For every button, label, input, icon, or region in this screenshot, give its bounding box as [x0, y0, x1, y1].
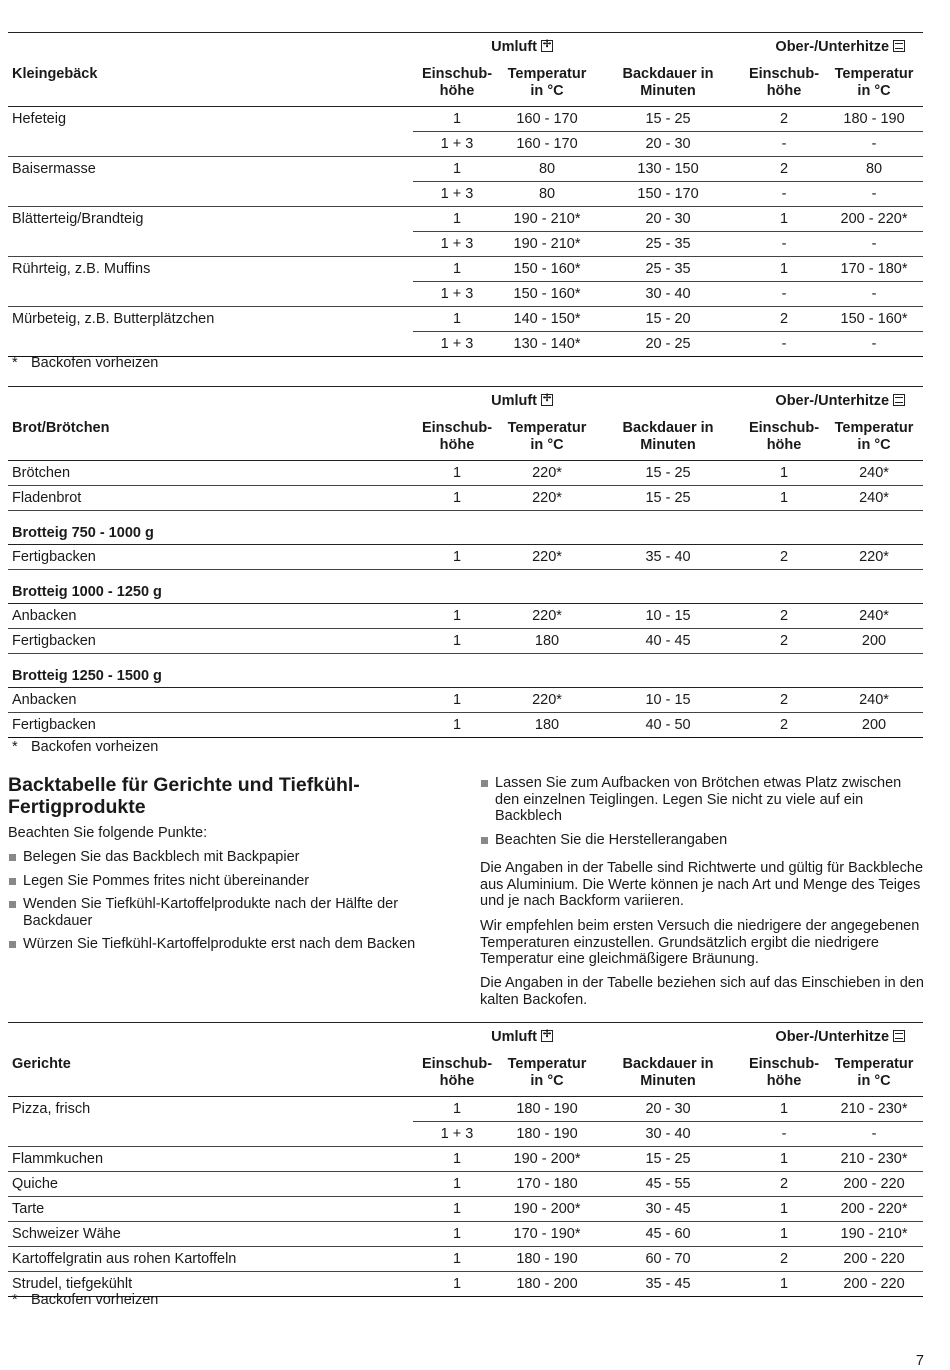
einschub-value: 2: [743, 604, 825, 629]
item-name: Tarte: [8, 1197, 413, 1222]
temperatur-value: 160 - 170: [501, 132, 593, 157]
temperatur-value: 200 - 220: [825, 1272, 923, 1297]
temperatur-value: 200 - 220*: [825, 1197, 923, 1222]
einschub-value: 1: [743, 1147, 825, 1172]
footnote: * Backofen vorheizen: [12, 739, 159, 755]
temperatur-value: 240*: [825, 461, 923, 486]
item-name: Brötchen: [8, 461, 413, 486]
einschub-value: 1: [413, 207, 501, 232]
backdauer-value: 45 - 60: [593, 1222, 743, 1247]
backdauer-value: 20 - 25: [593, 332, 743, 357]
einschub-value: -: [743, 1122, 825, 1147]
temperatur-header: Temperatur in °C: [834, 1056, 914, 1089]
temperatur-value: 240*: [825, 604, 923, 629]
einschub-value: 1: [413, 545, 501, 570]
backdauer-value: 130 - 150: [593, 157, 743, 182]
table-row: [8, 307, 923, 332]
einschub-value: -: [743, 232, 825, 257]
einschub-value: -: [743, 182, 825, 207]
einschub-value: 2: [743, 629, 825, 654]
temperatur-value: 130 - 140*: [501, 332, 593, 357]
temperatur-value: 170 - 180: [501, 1172, 593, 1197]
table-row: [8, 629, 923, 654]
temperatur-value: 210 - 230*: [825, 1097, 923, 1122]
einschub-value: 1: [743, 207, 825, 232]
temperatur-value: 220*: [501, 604, 593, 629]
temperatur-value: 180 - 190: [501, 1247, 593, 1272]
temperatur-value: 190 - 210*: [501, 207, 593, 232]
einschub-value: 2: [743, 107, 825, 132]
einschub-value: 1 + 3: [413, 282, 501, 307]
ober-unterhitze-group-header: Ober-/Unterhitze: [743, 387, 923, 413]
table-row: [8, 182, 923, 207]
item-name: Fladenbrot: [8, 486, 413, 511]
temperatur-value: 160 - 170: [501, 107, 593, 132]
einschub-value: 1: [413, 1247, 501, 1272]
kleingebaeck-table: [8, 32, 923, 357]
bullet-list-right: [480, 775, 925, 855]
temperatur-value: 200: [825, 713, 923, 738]
temperatur-value: 80: [825, 157, 923, 182]
temperatur-value: 150 - 160*: [501, 257, 593, 282]
table-row: [8, 713, 923, 738]
bullet-item: Belegen Sie das Backblech mit Backpapier: [8, 849, 453, 866]
page-number: 7: [915, 1353, 924, 1369]
item-name: Quiche: [8, 1172, 413, 1197]
item-name: Anbacken: [8, 688, 413, 713]
einschub-value: 1: [413, 307, 501, 332]
einschub-value: -: [743, 332, 825, 357]
backdauer-value: 25 - 35: [593, 232, 743, 257]
einschub-value: 1: [743, 486, 825, 511]
einschub-header: Einschub- höhe: [421, 420, 493, 453]
item-name: Fertigbacken: [8, 545, 413, 570]
table-row: [8, 332, 923, 357]
item-name: Fertigbacken: [8, 713, 413, 738]
item-name: Mürbeteig, z.B. Butterplätzchen: [12, 311, 215, 328]
subsection-header-row: [8, 654, 923, 688]
item-name: [8, 232, 413, 257]
table-row: [8, 157, 923, 182]
top-bottom-heat-icon: [893, 394, 905, 406]
einschub-value: 1: [413, 1147, 501, 1172]
einschub-value: 1: [413, 257, 501, 282]
bullet-item: Würzen Sie Tiefkühl-Kartoffelprodukte erst nach dem Backen: [8, 936, 453, 953]
temperatur-header: Temperatur in °C: [834, 420, 914, 453]
einschub-value: -: [743, 282, 825, 307]
backdauer-value: 15 - 25: [593, 107, 743, 132]
temperatur-value: 210 - 230*: [825, 1147, 923, 1172]
einschub-value: 1: [413, 1097, 501, 1122]
table-row: [8, 461, 923, 486]
einschub-value: 2: [743, 1172, 825, 1197]
item-name: [8, 182, 413, 207]
einschub-value: 1 + 3: [413, 232, 501, 257]
einschub-value: 2: [743, 307, 825, 332]
footnote: * Backofen vorheizen: [12, 1292, 159, 1308]
temperatur-header: Temperatur in °C: [834, 66, 914, 99]
backdauer-header: Backdauer in Minuten: [622, 1056, 714, 1089]
top-bottom-heat-icon: [893, 40, 905, 52]
einschub-header: Einschub- höhe: [421, 66, 493, 99]
item-name: Baisermasse: [12, 161, 96, 178]
temperatur-value: 180: [501, 713, 593, 738]
temperatur-value: 80: [501, 182, 593, 207]
item-name: [8, 332, 413, 357]
einschub-header: Einschub- höhe: [748, 66, 820, 99]
temperatur-value: 140 - 150*: [501, 307, 593, 332]
fan-icon: [541, 394, 553, 406]
subsection-title: Brotteig 750 - 1000 g: [8, 511, 923, 545]
einschub-value: 1: [413, 157, 501, 182]
subsection-header-row: [8, 570, 923, 604]
einschub-value: 1 + 3: [413, 332, 501, 357]
bullet-item: Lassen Sie zum Aufbacken von Brötchen etwas Platz zwischen den einzelnen Teiglingen. Legen Sie nicht zu viele auf ein Backblech: [480, 775, 925, 825]
temperatur-value: 220*: [501, 486, 593, 511]
temperatur-value: 150 - 160*: [501, 282, 593, 307]
einschub-value: 1: [413, 1197, 501, 1222]
temperatur-value: -: [825, 282, 923, 307]
table-row: [8, 1172, 923, 1197]
einschub-value: 1: [413, 486, 501, 511]
einschub-value: 1: [413, 1272, 501, 1297]
temperatur-value: 180 - 200: [501, 1272, 593, 1297]
einschub-value: 1: [743, 257, 825, 282]
table-row: [8, 486, 923, 511]
einschub-value: 1: [413, 604, 501, 629]
umluft-group-header: Umluft✢: [413, 33, 593, 59]
einschub-value: 1 + 3: [413, 182, 501, 207]
backdauer-value: 20 - 30: [593, 132, 743, 157]
group-header-row: [8, 1023, 923, 1049]
temperatur-header: Temperatur in °C: [507, 1056, 587, 1089]
item-name: Kartoffelgratin aus rohen Kartoffeln: [8, 1247, 413, 1272]
column-header-row: [8, 1048, 923, 1097]
temperatur-value: -: [825, 332, 923, 357]
brot-table: [8, 386, 923, 738]
einschub-value: 2: [743, 545, 825, 570]
temperatur-value: 180 - 190: [501, 1122, 593, 1147]
subsection-header-row: [8, 511, 923, 545]
table-row: [8, 1247, 923, 1272]
temperatur-value: 180: [501, 629, 593, 654]
table-row: [8, 1147, 923, 1172]
table-row: [8, 1222, 923, 1247]
backdauer-value: 20 - 30: [593, 207, 743, 232]
bullet-item: Legen Sie Pommes frites nicht übereinander: [8, 873, 453, 890]
item-name: Strudel, tiefgekühlt: [8, 1272, 413, 1297]
temperatur-value: 80: [501, 157, 593, 182]
column-header-row: [8, 58, 923, 107]
umluft-group-header: Umluft✢: [413, 387, 593, 413]
temperatur-value: -: [825, 1122, 923, 1147]
temperatur-value: 220*: [501, 688, 593, 713]
table-title: Gerichte: [12, 1056, 71, 1072]
temperatur-value: 200: [825, 629, 923, 654]
einschub-header: Einschub- höhe: [421, 1056, 493, 1089]
einschub-value: -: [743, 132, 825, 157]
einschub-value: 2: [743, 713, 825, 738]
ober-unterhitze-group-header: Ober-/Unterhitze: [743, 1023, 923, 1049]
item-name: Anbacken: [8, 604, 413, 629]
section-heading: Backtabelle für Gerichte und Tiefkühl-Fertigprodukte: [8, 774, 360, 818]
einschub-value: 1: [413, 688, 501, 713]
temperatur-value: 190 - 200*: [501, 1197, 593, 1222]
einschub-value: 1: [413, 713, 501, 738]
table-title: Brot/Brötchen: [12, 420, 110, 436]
table-row: [8, 132, 923, 157]
backdauer-value: 35 - 40: [593, 545, 743, 570]
einschub-value: 1: [413, 629, 501, 654]
item-name: [8, 282, 413, 307]
paragraph: Die Angaben in der Tabelle beziehen sich auf das Einschieben in den kalten Backofen.: [480, 975, 924, 1008]
temperatur-value: 220*: [501, 545, 593, 570]
bullet-item: Beachten Sie die Herstellerangaben: [480, 832, 925, 849]
paragraph: Die Angaben in der Tabelle sind Richtwerte und gültig für Backbleche aus Aluminium. Die Werte können je nach Art und Menge des Teiges und je nach Backform variieren.: [480, 860, 924, 909]
temperatur-value: 190 - 210*: [825, 1222, 923, 1247]
table-row: [8, 207, 923, 232]
backdauer-value: 40 - 50: [593, 713, 743, 738]
subsection-title: Brotteig 1000 - 1250 g: [8, 570, 923, 604]
group-header-row: [8, 387, 923, 413]
einschub-value: 1 + 3: [413, 132, 501, 157]
paragraph: Wir empfehlen beim ersten Versuch die niedrigere der angegebenen Temperaturen einzustellen. Grundsätzlich ergibt die niedrigere Temperatur eine gleichmäßigere Bräunung.: [480, 918, 920, 967]
column-header-row: [8, 412, 923, 461]
backdauer-value: 40 - 45: [593, 629, 743, 654]
temperatur-value: 200 - 220*: [825, 207, 923, 232]
temperatur-value: 180 - 190: [501, 1097, 593, 1122]
backdauer-value: 30 - 40: [593, 282, 743, 307]
temperatur-header: Temperatur in °C: [507, 420, 587, 453]
einschub-value: 1 + 3: [413, 1122, 501, 1147]
backdauer-header: Backdauer in Minuten: [622, 420, 714, 453]
temperatur-value: 170 - 190*: [501, 1222, 593, 1247]
table-row: [8, 1097, 923, 1122]
backdauer-value: 25 - 35: [593, 257, 743, 282]
fan-icon: [541, 40, 553, 52]
einschub-header: Einschub- höhe: [748, 420, 820, 453]
backdauer-value: 15 - 25: [593, 486, 743, 511]
backdauer-value: 10 - 15: [593, 604, 743, 629]
temperatur-value: 220*: [501, 461, 593, 486]
backdauer-value: 15 - 20: [593, 307, 743, 332]
backdauer-value: 15 - 25: [593, 1147, 743, 1172]
ober-unterhitze-group-header: Ober-/Unterhitze: [743, 33, 923, 59]
temperatur-value: 180 - 190: [825, 107, 923, 132]
gerichte-table: [8, 1022, 923, 1297]
table-row: [8, 232, 923, 257]
group-header-row: [8, 33, 923, 59]
einschub-value: 1: [743, 461, 825, 486]
einschub-value: 2: [743, 1247, 825, 1272]
table-row: [8, 107, 923, 132]
backdauer-value: 30 - 40: [593, 1122, 743, 1147]
einschub-value: 1: [413, 1172, 501, 1197]
temperatur-value: 190 - 210*: [501, 232, 593, 257]
fan-icon: [541, 1030, 553, 1042]
backdauer-value: 150 - 170: [593, 182, 743, 207]
temperatur-value: 200 - 220: [825, 1172, 923, 1197]
backdauer-value: 60 - 70: [593, 1247, 743, 1272]
einschub-value: 1: [413, 1222, 501, 1247]
einschub-value: 1: [413, 461, 501, 486]
temperatur-header: Temperatur in °C: [507, 66, 587, 99]
backdauer-value: 35 - 45: [593, 1272, 743, 1297]
item-name: Hefeteig: [12, 111, 67, 128]
table-row: [8, 282, 923, 307]
einschub-value: 2: [743, 688, 825, 713]
temperatur-value: -: [825, 182, 923, 207]
backdauer-header: Backdauer in Minuten: [622, 66, 714, 99]
einschub-value: 1: [743, 1197, 825, 1222]
einschub-value: 2: [743, 157, 825, 182]
item-name: Pizza, frisch: [12, 1101, 91, 1118]
subsection-title: Brotteig 1250 - 1500 g: [8, 654, 923, 688]
temperatur-value: 240*: [825, 688, 923, 713]
backdauer-value: 45 - 55: [593, 1172, 743, 1197]
temperatur-value: 200 - 220: [825, 1247, 923, 1272]
bullet-list-left: [8, 849, 453, 960]
table-row: [8, 604, 923, 629]
einschub-header: Einschub- höhe: [748, 1056, 820, 1089]
einschub-value: 1: [743, 1097, 825, 1122]
backdauer-value: 20 - 30: [593, 1097, 743, 1122]
temperatur-value: 190 - 200*: [501, 1147, 593, 1172]
table-row: [8, 545, 923, 570]
top-bottom-heat-icon: [893, 1030, 905, 1042]
bullet-item: Wenden Sie Tiefkühl-Kartoffelprodukte nach der Hälfte der Backdauer: [8, 896, 453, 929]
item-name: Blätterteig/Brandteig: [12, 211, 144, 228]
item-name: Fertigbacken: [8, 629, 413, 654]
item-name: Flammkuchen: [8, 1147, 413, 1172]
umluft-group-header: Umluft✢: [413, 1023, 593, 1049]
item-name: Schweizer Wähe: [8, 1222, 413, 1247]
backdauer-value: 15 - 25: [593, 461, 743, 486]
item-name: Rührteig, z.B. Muffins: [12, 261, 151, 278]
item-name: [8, 132, 413, 157]
intro-text: Beachten Sie folgende Punkte:: [8, 825, 208, 841]
table-row: [8, 688, 923, 713]
backdauer-value: 30 - 45: [593, 1197, 743, 1222]
table-row: [8, 1122, 923, 1147]
einschub-value: 1: [743, 1222, 825, 1247]
einschub-value: 1: [743, 1272, 825, 1297]
temperatur-value: 150 - 160*: [825, 307, 923, 332]
temperatur-value: -: [825, 132, 923, 157]
table-row: [8, 1197, 923, 1222]
footnote: * Backofen vorheizen: [12, 355, 159, 371]
temperatur-value: 240*: [825, 486, 923, 511]
einschub-value: 1: [413, 107, 501, 132]
table-row: [8, 257, 923, 282]
table-title: Kleingebäck: [12, 66, 98, 82]
temperatur-value: 170 - 180*: [825, 257, 923, 282]
temperatur-value: -: [825, 232, 923, 257]
backdauer-value: 10 - 15: [593, 688, 743, 713]
temperatur-value: 220*: [825, 545, 923, 570]
item-name: [8, 1122, 413, 1147]
